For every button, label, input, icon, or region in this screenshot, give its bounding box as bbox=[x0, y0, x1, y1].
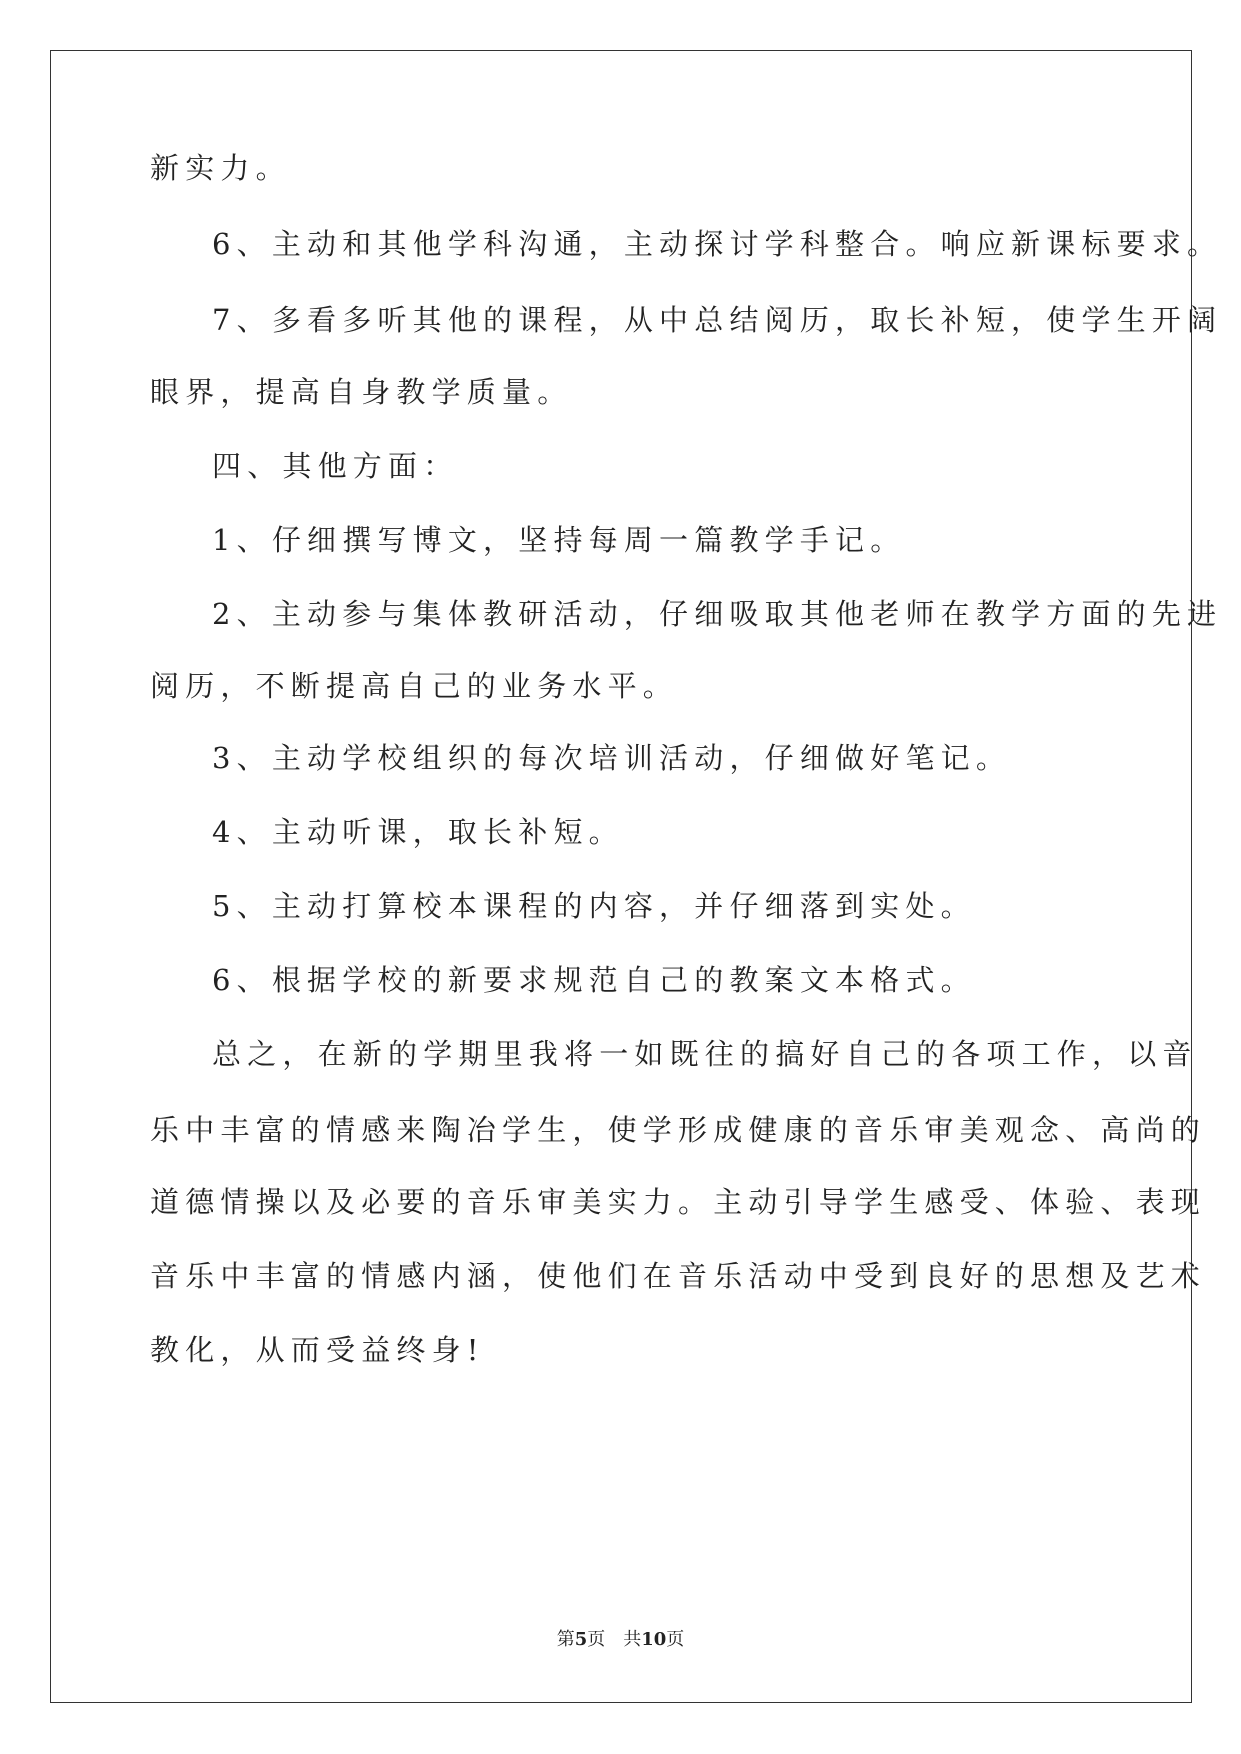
page-border bbox=[50, 50, 1192, 1703]
text-line: 6、主动和其他学科沟通，主动探讨学科整合。响应新课标要求。 bbox=[212, 227, 1223, 261]
text-line: 教化，从而受益终身! bbox=[150, 1333, 485, 1367]
text-line: 5、主动打算校本课程的内容，并仔细落到实处。 bbox=[212, 889, 976, 923]
text-line: 2、主动参与集体教研活动，仔细吸取其他老师在教学方面的先进 bbox=[212, 597, 1223, 631]
text-line: 道德情操以及必要的音乐审美实力。主动引导学生感受、体验、表现 bbox=[150, 1185, 1207, 1219]
text-line: 4、主动听课，取长补短。 bbox=[212, 815, 624, 849]
text-line: 眼界，提高自身教学质量。 bbox=[150, 375, 573, 409]
text-line: 1、仔细撰写博文，坚持每周一篇教学手记。 bbox=[212, 523, 906, 557]
footer-total-suffix: 页 bbox=[666, 1629, 685, 1650]
total-pages-number: 10 bbox=[641, 1629, 667, 1650]
page-footer bbox=[0, 1628, 1241, 1652]
current-page-number: 5 bbox=[574, 1629, 588, 1650]
text-line: 总之，在新的学期里我将一如既往的搞好自己的各项工作，以音 bbox=[212, 1037, 1198, 1071]
footer-page-suffix: 页 bbox=[587, 1629, 606, 1650]
section-heading: 四、其他方面： bbox=[212, 449, 459, 483]
text-line: 音乐中丰富的情感内涵，使他们在音乐活动中受到良好的思想及艺术 bbox=[150, 1259, 1207, 1293]
footer-prefix: 第 bbox=[556, 1629, 575, 1650]
footer-total-prefix: 共 bbox=[623, 1629, 642, 1650]
text-line: 7、多看多听其他的课程，从中总结阅历，取长补短，使学生开阔 bbox=[212, 303, 1223, 337]
text-line: 新实力。 bbox=[150, 151, 291, 185]
text-line: 6、根据学校的新要求规范自己的教案文本格式。 bbox=[212, 963, 976, 997]
text-line: 阅历，不断提高自己的业务水平。 bbox=[150, 669, 679, 703]
text-line: 3、主动学校组织的每次培训活动，仔细做好笔记。 bbox=[212, 741, 1012, 775]
text-line: 乐中丰富的情感来陶冶学生，使学形成健康的音乐审美观念、高尚的 bbox=[150, 1113, 1207, 1147]
